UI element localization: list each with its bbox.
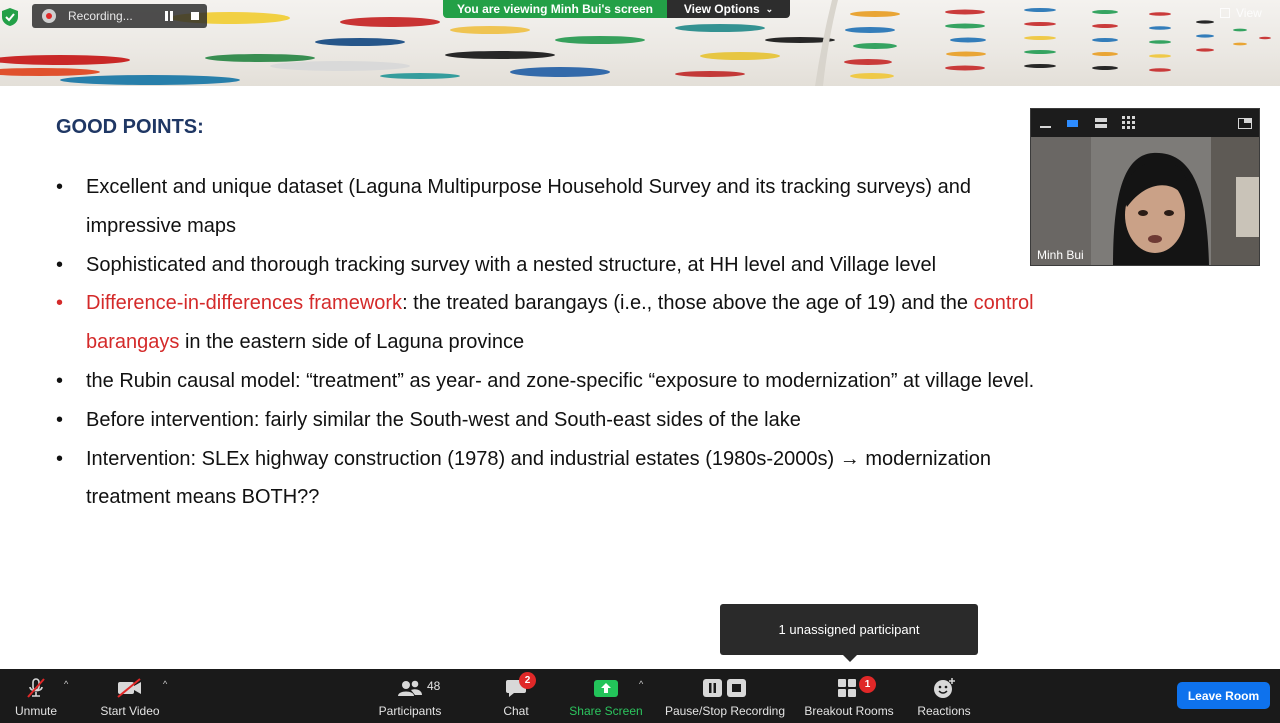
participants-label: Participants xyxy=(378,704,442,718)
tooltip-text: 1 unassigned participant xyxy=(778,622,920,637)
bullet-text-continued: impressive maps xyxy=(86,214,237,237)
video-panel-toolbar xyxy=(1031,109,1259,137)
minimize-video-icon[interactable] xyxy=(1039,116,1053,130)
bullet-item xyxy=(56,401,1136,440)
recording-label: Recording... xyxy=(68,9,133,23)
active-speaker-view-icon[interactable] xyxy=(1066,116,1080,130)
meeting-controls-toolbar xyxy=(0,669,1280,723)
breakout-rooms-button[interactable] xyxy=(800,669,898,723)
chat-label: Chat xyxy=(503,704,529,718)
chevron-up-icon[interactable]: ^ xyxy=(163,679,168,689)
bullet-glyph: • xyxy=(56,408,64,431)
reactions-label: Reactions xyxy=(917,704,971,718)
highlighted-text: barangays xyxy=(86,331,180,354)
floating-video-panel[interactable] xyxy=(1030,108,1260,266)
breakout-rooms-label: Breakout Rooms xyxy=(804,704,894,718)
exit-floating-view-icon[interactable] xyxy=(1238,116,1252,130)
share-screen-icon xyxy=(593,677,619,699)
bullet-glyph: • xyxy=(56,253,64,276)
participant-video-feed xyxy=(1031,137,1259,265)
gallery-view-icon[interactable] xyxy=(1122,116,1136,130)
bullet-glyph: • xyxy=(56,447,64,470)
unmute-button[interactable] xyxy=(4,669,68,723)
bullet-text: Excellent and unique dataset (Laguna Multipurpose Household Survey and its tracking surveys) and xyxy=(86,176,971,198)
participant-name-label: Minh Bui xyxy=(1037,248,1084,262)
bullet-list xyxy=(56,168,1136,517)
muted-microphone-icon xyxy=(25,677,47,699)
view-button[interactable] xyxy=(1220,4,1274,22)
bullet-glyph: • xyxy=(56,176,64,198)
bullet-text: : the treated barangays (i.e., those above the age of 19) and the xyxy=(402,292,974,315)
security-shield-icon[interactable] xyxy=(0,7,20,27)
bullet-text: Intervention: SLEx highway construction (1978) and industrial estates (1980s-2000s) → modernization xyxy=(86,447,991,470)
chat-unread-badge: 2 xyxy=(519,672,536,689)
participants-button[interactable] xyxy=(372,669,448,723)
pause-stop-icon xyxy=(702,677,748,699)
pause-stop-recording-button[interactable] xyxy=(660,669,790,723)
reactions-smiley-icon xyxy=(932,677,956,699)
view-button-label: View xyxy=(1236,6,1262,20)
chevron-up-icon[interactable]: ^ xyxy=(639,679,644,689)
bullet-text: the Rubin causal model: “treatment” as year- and zone-specific “exposure to modernization” at village level. xyxy=(86,369,1035,392)
bullet-glyph: • xyxy=(56,292,64,315)
stop-recording-icon[interactable] xyxy=(190,11,200,21)
recording-dot-icon xyxy=(42,9,56,23)
video-off-icon xyxy=(116,677,144,699)
bullet-text: Before intervention: fairly similar the South-west and South-east sides of the lake xyxy=(86,408,801,431)
bullet-text: Sophisticated and thorough tracking survey with a nested structure, at HH level and Village level xyxy=(86,253,937,276)
start-video-button[interactable] xyxy=(92,669,168,723)
recording-indicator xyxy=(32,4,207,28)
bullet-item xyxy=(56,168,1136,246)
chevron-down-icon: ⌄ xyxy=(765,3,774,14)
share-screen-button[interactable] xyxy=(566,669,646,723)
view-options-button[interactable] xyxy=(667,0,790,18)
breakout-rooms-icon xyxy=(837,677,859,699)
breakout-rooms-badge: 1 xyxy=(859,676,876,693)
viewing-screen-label: You are viewing Minh Bui's screen xyxy=(443,0,667,18)
pause-recording-icon[interactable] xyxy=(164,11,174,21)
start-video-label: Start Video xyxy=(100,704,160,718)
unmute-label: Unmute xyxy=(14,704,58,718)
bullet-item xyxy=(56,284,1136,362)
tooltip-arrow xyxy=(842,654,858,662)
chevron-up-icon[interactable]: ^ xyxy=(64,679,69,689)
bullet-text: in the eastern side of Laguna province xyxy=(179,331,525,354)
highlighted-text: control xyxy=(973,292,1034,315)
participant-video-image xyxy=(1031,137,1259,265)
pause-stop-recording-label: Pause/Stop Recording xyxy=(664,704,786,718)
bullet-text-continued: treatment means BOTH?? xyxy=(86,486,320,509)
participants-icon xyxy=(397,677,423,699)
leave-room-button[interactable]: Leave Room xyxy=(1177,682,1270,709)
view-layout-icon xyxy=(1220,8,1230,18)
screen-share-banner xyxy=(443,0,790,18)
strip-view-icon[interactable] xyxy=(1094,116,1108,130)
bullet-glyph: • xyxy=(56,369,64,392)
share-screen-label: Share Screen xyxy=(569,704,643,718)
highlighted-text: Difference-in-differences framework xyxy=(86,292,403,315)
slide-heading: GOOD POINTS: xyxy=(56,116,204,138)
bullet-item xyxy=(56,440,1136,518)
view-options-label: View Options xyxy=(683,2,760,16)
participants-count: 48 xyxy=(427,679,441,693)
breakout-tooltip xyxy=(720,604,978,655)
bullet-item xyxy=(56,246,1136,285)
bullet-item xyxy=(56,362,1136,401)
reactions-button[interactable] xyxy=(912,669,976,723)
